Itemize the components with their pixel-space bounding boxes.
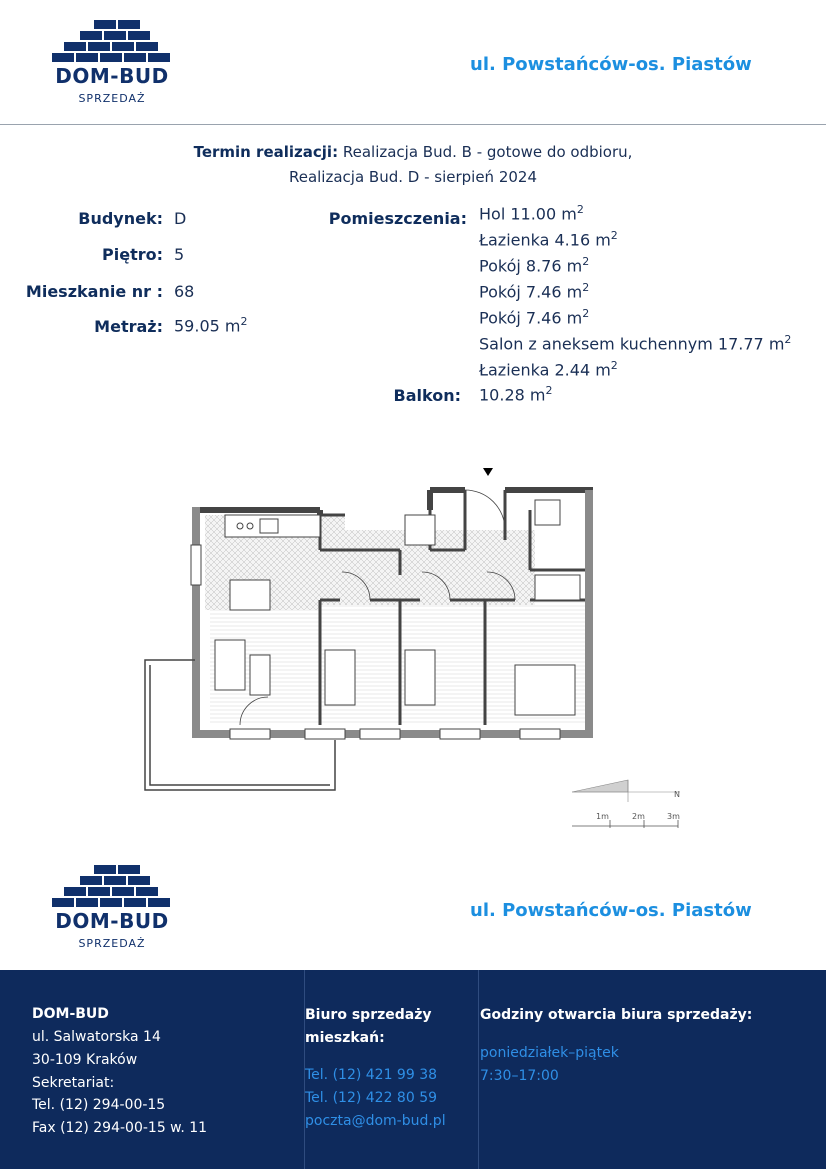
footer-fax: Fax (12) 294-00-15 w. 11 xyxy=(32,1120,208,1136)
bottom-logo xyxy=(47,863,177,950)
top-logo xyxy=(47,18,177,105)
footer-company: DOM-BUD xyxy=(32,1006,109,1022)
metraz-value xyxy=(174,315,247,335)
room-item: Pokój 8.76 $m^2$ xyxy=(479,255,590,276)
footer xyxy=(0,970,826,1169)
bottom-address: ul. Powstańców-os. Piastów xyxy=(470,900,752,921)
realizacja-line-2: Realizacja Bud. D - sierpień 2024 xyxy=(288,168,538,186)
metraz-unit-exp: 2 xyxy=(240,315,248,328)
header-divider xyxy=(0,124,826,125)
scale-3m: 3m xyxy=(667,812,680,821)
office-tel-2-link[interactable]: Tel. (12) 422 80 59 xyxy=(305,1090,438,1106)
logo-name: DOM-BUD xyxy=(55,909,169,933)
room-item: Łazienka 2.44 $m^2$ xyxy=(479,359,618,380)
brick-roof-icon xyxy=(47,18,177,66)
brick-roof-icon xyxy=(47,863,177,911)
entry-arrow-icon xyxy=(483,468,493,476)
budynek-value: D xyxy=(174,209,187,228)
balkon-value: 10.28 $m^2$ xyxy=(479,384,553,405)
realizacja-label: Termin realizacji: xyxy=(193,143,339,161)
room-item: Hol 11.00 $m^2$ xyxy=(479,203,584,224)
realizacja-value-1: Realizacja Bud. B - gotowe do odbioru, xyxy=(342,143,633,161)
office-email-link[interactable]: poczta@dom-bud.pl xyxy=(305,1113,446,1129)
mieszkanie-label: Mieszkanie nr : xyxy=(25,282,163,301)
mieszkanie-value: 68 xyxy=(174,282,195,301)
office-title-2: mieszkań: xyxy=(305,1030,385,1046)
hours-title: Godziny otwarcia biura sprzedaży: xyxy=(480,1007,753,1023)
scale-1m: 1m xyxy=(596,812,609,821)
balkon-label: Balkon: xyxy=(393,386,461,405)
pietro-value: 5 xyxy=(174,245,185,264)
footer-city: 30-109 Kraków xyxy=(32,1052,138,1068)
hours-days: poniedziałek–piątek xyxy=(480,1045,619,1061)
scale-2m: 2m xyxy=(632,812,645,821)
north-label: N xyxy=(674,790,680,799)
logo-subtitle: SPRZEDAŻ xyxy=(78,92,146,105)
rooms-label: Pomieszczenia: xyxy=(328,209,467,228)
realizacja-line-1 xyxy=(0,143,826,161)
budynek-label: Budynek: xyxy=(78,209,163,228)
footer-sekretariat: Sekretariat: xyxy=(32,1075,115,1091)
scale-bar xyxy=(570,778,680,830)
room-item: Pokój 7.46 $m^2$ xyxy=(479,281,590,302)
hours-time: 7:30–17:00 xyxy=(480,1068,559,1084)
room-item: Łazienka 4.16 $m^2$ xyxy=(479,229,618,250)
footer-divider xyxy=(478,970,479,1169)
footer-tel: Tel. (12) 294-00-15 xyxy=(32,1097,166,1113)
room-item: Pokój 7.46 $m^2$ xyxy=(479,307,590,328)
pietro-label: Piętro: xyxy=(102,245,163,264)
metraz-number: 59.05 m xyxy=(174,316,241,336)
header-address: ul. Powstańców-os. Piastów xyxy=(470,54,752,75)
logo-subtitle: SPRZEDAŻ xyxy=(78,937,146,950)
logo-name: DOM-BUD xyxy=(55,64,169,88)
footer-street: ul. Salwatorska 14 xyxy=(32,1029,161,1045)
north-arrow-icon xyxy=(572,780,628,792)
floor-plan xyxy=(130,460,610,800)
office-title-1: Biuro sprzedaży xyxy=(305,1007,432,1023)
office-tel-1-link[interactable]: Tel. (12) 421 99 38 xyxy=(305,1067,438,1083)
room-item: Salon z aneksem kuchennym 17.77 $m^2$ xyxy=(479,333,792,354)
metraz-label: Metraż: xyxy=(94,317,163,336)
